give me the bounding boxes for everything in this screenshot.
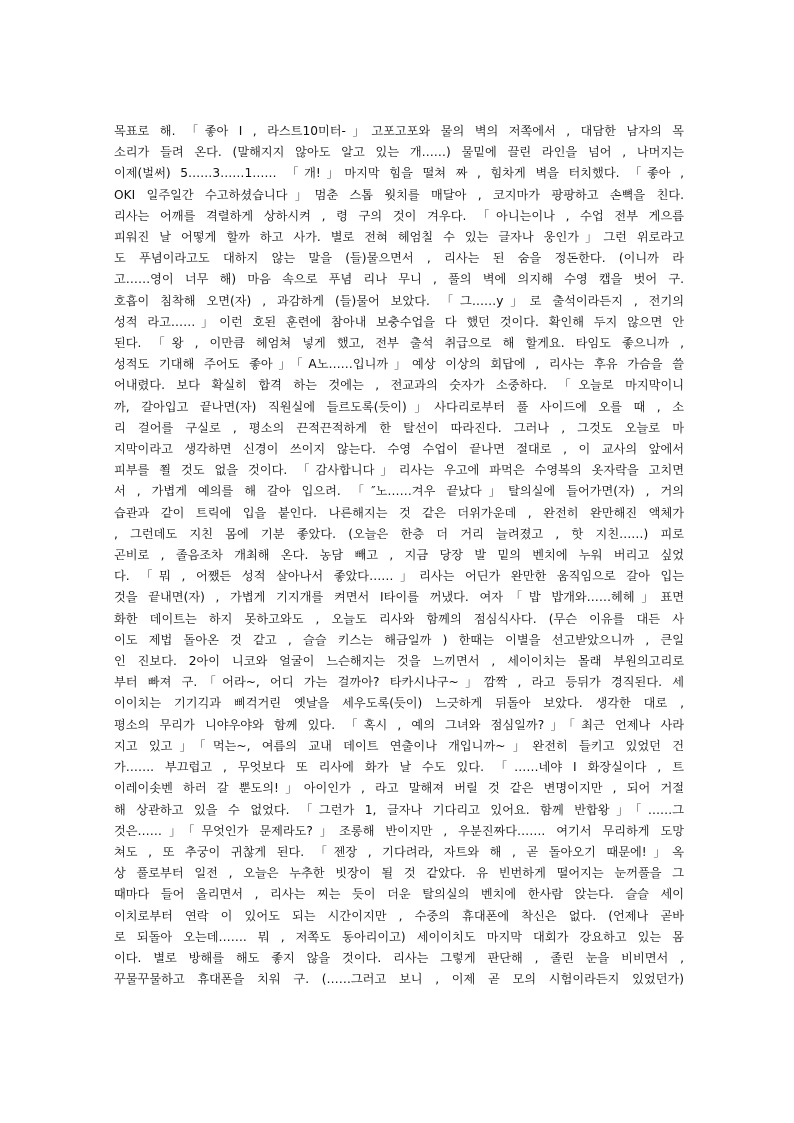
text-line: 화한 데이트는 하지 못하고와도 , 오늘도 리사와 함께의 점심식사다. (무슨 이유를 대든 사 <box>114 611 684 626</box>
text-line: 이제(벌써) 5……3……1…… 「개!」마지막 힘을 떨쳐 짜 , 힘차게 벽을 터치했다. 「좋아 , <box>114 166 684 181</box>
text-line: 습관과 같이 트릭에 입을 붙인다. 나른해지는 것 같은 더위가운데 , 완전히 완만해진 액체가 <box>114 505 684 520</box>
text-line: 피워진 날 어떻게 할까 하고 사가. 별로 전혀 헤엄칠 수 있는 글자나 웅인가」그런 위로라고 <box>114 230 684 245</box>
text-line: 것은……」「무엇인가 문제라도?」조롱해 반이지만 , 우분진짜다……. 여기서 무리하게 도망 <box>114 823 684 838</box>
text-line: 곤비로 , 졸음조차 개최해 온다. 농담 빼고 , 지금 당장 발 밑의 벤치에 누워 버리고 싶었 <box>114 548 684 563</box>
text-line: 다. 「뭐 , 어쨌든 성적 살아나서 좋았다……」리사는 어딘가 완만한 움직임으로 갈아 입는 <box>114 569 684 584</box>
text-line: 이레이솟벤 하러 갈 뿐도의!」아이인가 , 라고 말해져 버릴 것 같은 변명이지만 , 되어 거절 <box>114 781 684 796</box>
text-line: 피부를 쬘 것도 없을 것이다. 「감사합니다」리사는 우고에 파먹은 수영복의 옷자락을 고치면 <box>114 463 684 478</box>
text-line: 이도 제법 돌아온 것 같고 , 슬슬 키스는 해금일까 ) 한때는 이별을 선고받았으니까 , 큰일 <box>114 632 684 647</box>
text-line: 로 되돌아 오는데……. 뭐 , 저쪽도 동아리이고) 세이이치도 마지막 대회가 강요하고 있는 몸 <box>114 929 684 944</box>
text-line: 것을 끝내면(자) , 가볍게 기지개를 켜면서 I타이를 꺼냈다. 여자「밥 밥개와……헤헤」표면 <box>114 590 684 605</box>
text-line: 쳐도 , 또 추궁이 귀찮게 된다. 「젠장 , 기다려라, 자트와 해 , 곧 돌아오기 때문에!」옥 <box>114 844 684 859</box>
text-line: 꾸물꾸물하고 휴대폰을 치워 구. (……그러고 보니 , 이제 곧 모의 시험이라든지 있었던가) <box>114 972 684 987</box>
text-line: 때마다 들어 올리면서 , 리사는 찌는 듯이 더운 탈의실의 벤치에 한사람 앉는다. 슬슬 세이 <box>114 887 684 902</box>
text-line: 된다. 「왕 , 이만큼 헤엄쳐 넣게 했고, 전부 출석 취급으로 해 할게요. 타임도 좋으니까 , <box>114 336 684 351</box>
text-line: OKI 일주일간 수고하셨습니다」멈춘 스톱 웟치를 매달아 , 코지마가 팡팡하고 손뼉을 친다. <box>114 187 684 202</box>
text-line: 리 걸어를 구실로 , 평소의 끈적끈적하게 한 탈선이 따라진다. 그러나 , 그것도 오늘로 마 <box>114 420 684 435</box>
text-line: 지막이라고 생각하면 신경이 쓰이지 않는다. 수영 수업이 끝나면 절대로 , 이 교사의 앞에서 <box>114 442 684 457</box>
text-line: 목표로 해. 「좋아 I , 라스트10미터-」고포고포와 물의 벽의 저쪽에서 , 대담한 남자의 목 <box>114 124 684 138</box>
text-line: 이다. 별로 방해를 해도 좋지 않을 것이다. 리사는 그렇게 판단해 , 졸린 눈을 비비면서 , <box>114 950 684 965</box>
text-line: 지고 있고」「먹는~, 여름의 교내 데이트 연출이나 개입니까~」완전히 들키고 있었던 건 <box>114 738 684 753</box>
text-line: 해 상관하고 있을 수 없었다. 「그런가 1, 글자나 기다리고 있어요. 함께 반합왕」「……그 <box>114 802 684 817</box>
text-line: 성적 라고……」이런 호된 훈련에 참아내 보충수업을 다 했던 것이다. 확인해 두지 않으면 안 <box>114 314 684 329</box>
body-text <box>114 121 684 990</box>
text-line: 성적도 기대해 주어도 좋아」「A노……입니까」예상 이상의 회답에 , 리사는 후유 가슴을 쓸 <box>114 357 684 372</box>
text-line: 상 풀로부터 일전 , 오늘은 누추한 빗장이 될 것 같았다. 유 빈번하게 떨어지는 눈꺼풀을 그 <box>114 866 684 881</box>
text-line: 이치로부터 연락 이 있어도 되는 시간이지만 , 수중의 휴대폰에 착신은 없다. (언제나 곧바 <box>114 908 684 923</box>
text-line: 이이치는 기기긱과 삐걱거린 옛날을 세우도록(듯이) 느긋하게 뒤돌아 보았다. 생각한 대로 , <box>114 696 684 711</box>
text-line: 평소의 무리가 니야우야와 함께 있다. 「혹시 , 예의 그녀와 점심일까?」「최근 언제나 사라 <box>114 717 684 732</box>
text-line: 호흡이 침착해 오면(자) , 과감하게 (들)물어 보았다. 「그……y」로 출석이라든지 , 전기의 <box>114 293 684 308</box>
text-line: 도 푸념이라고도 대하지 않는 말을 (들)물으면서 , 리사는 된 숨을 정돈한다. (이니까 라 <box>114 251 684 266</box>
text-line: 인 진보다. 2아이 니코와 얼굴이 느슨해지는 것을 느끼면서 , 세이이치는 몰래 부원의고리로 <box>114 654 684 669</box>
text-line: 어내렸다. 보다 확실히 합격 하는 것에는 , 전교과의 숫자가 소중하다. 「오늘로 마지막이니 <box>114 378 684 393</box>
text-line: 리사는 어깨를 격렬하게 상하시켜 , 령 구의 것이 겨우다. 「아니는이나 , 수업 전부 게으름 <box>114 208 684 223</box>
text-line: , 그런데도 지친 몸에 기분 좋았다. (오늘은 한층 더 거리 늘려졌고 , 핫 지친……) 피로 <box>114 526 684 541</box>
text-line: 소리가 들려 온다. (말해지지 않아도 알고 있는 개……) 물밑에 끌린 라인을 넘어 , 나머지는 <box>114 145 684 160</box>
text-line: 가……. 부끄럽고 , 무엇보다 또 리사에 화가 날 수도 있다. 「……네야 I 화장실이다 , 트 <box>114 760 684 775</box>
text-line: 고……영이 너무 해) 마음 속으로 푸념 리나 무니 , 풀의 벽에 의지해 수영 캡을 벗어 구. <box>114 272 684 287</box>
text-line: 까, 갈아입고 끝나면(자) 직원실에 들르도록(듯이)」사다리로부터 풀 사이드에 오를 때 , 소 <box>114 399 684 414</box>
text-line: 서 , 가볍게 예의를 해 갈아 입으려. 「″노……겨우 끝났다」탈의실에 들어가면(자) , 거의 <box>114 484 684 499</box>
text-line: 부터 빠져 구.「어라~, 어디 가는 걸까아? 타카시나구~」깜짝 , 라고 등뒤가 경직된다. 세 <box>114 675 684 690</box>
